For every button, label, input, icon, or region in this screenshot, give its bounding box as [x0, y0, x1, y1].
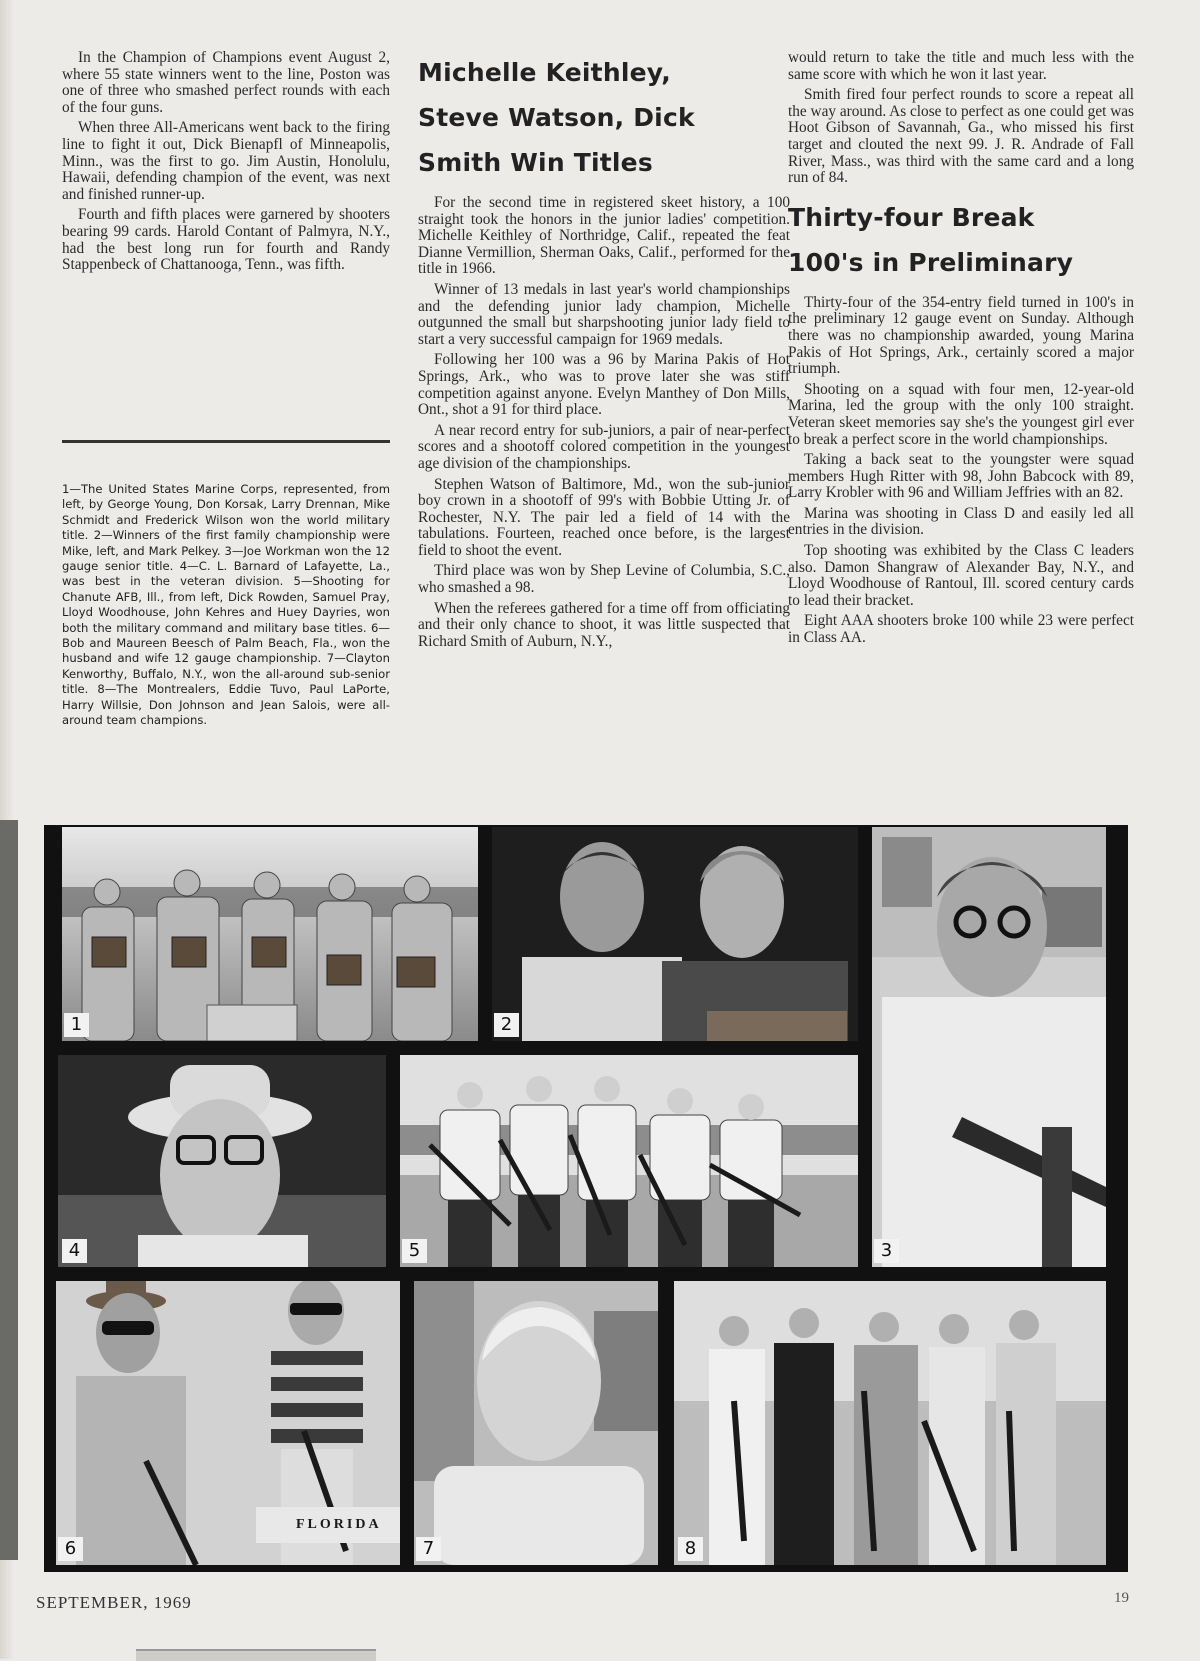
photo-number: 2: [494, 1013, 519, 1037]
paragraph: In the Champion of Champions event August 2, where 55 state winners went to the line, Poston was one of three who smashed perfect rounds with each of the four guns.: [62, 49, 390, 116]
paragraph: Eight AAA shooters broke 100 while 23 were perfect in Class AA.: [788, 612, 1134, 647]
article-column-2: [418, 50, 790, 654]
paragraph: Third place was won by Shep Levine of Columbia, S.C., who smashed a 98.: [418, 562, 790, 597]
headline-line: 100's in Preliminary: [788, 247, 1074, 277]
photo-caption: 1—The United States Marine Corps, represented, from left, by George Young, Don Korsak, Larry Drennan, Mike Schmidt and Frederick Wilson won the world military title. 2—Winners of the first family championship were Mike, left, and Mark Pelkey. 3—Joe Workman won the 12 gauge senior title. 4—C. L. Barnard of Lafayette, La., was best in the veteran division. 5—Shooting for Chanute AFB, Ill., from left, Dick Rowden, Samuel Pray, Lloyd Woodhouse, John Kehres and Huey Dayries, won both the military command and military base titles. 6—Bob and Maureen Beesch of Palm Beach, Fla., won the husband and wife 12 gauge championship. 7—Clayton Kenworthy, Buffalo, N.Y., won the all-around sub-senior title. 8—The Montrealers, Eddie Tuvo, Paul LaPorte, Harry Willsie, Don Johnson and Jean Salois, were all-around team champions.: [62, 482, 390, 728]
photo-number: 6: [58, 1537, 83, 1561]
article-column-3: [788, 50, 1134, 651]
photo-number: 7: [416, 1537, 441, 1561]
florida-sign: FLORIDA: [296, 1517, 382, 1532]
headline-line: Thirty-four Break: [788, 202, 1035, 232]
page-number: 19: [1114, 1590, 1129, 1606]
headline-line: Smith Win Titles: [418, 148, 653, 177]
paragraph: Following her 100 was a 96 by Marina Pakis of Hot Springs, Ark., who was to prove later she was stiff competition against anyone. Evelyn Manthey of Don Mills, Ont., shot a 91 for third place.: [418, 351, 790, 419]
photo-5-chanute-afb-team: [400, 1055, 858, 1267]
photo-number: 5: [402, 1239, 427, 1263]
headline-line: Steve Watson, Dick: [418, 103, 695, 132]
paragraph: Marina was shooting in Class D and easily led all entries in the division.: [788, 504, 1134, 539]
caption-divider: [62, 440, 390, 443]
headline-line: Michelle Keithley,: [418, 58, 672, 87]
paragraph: When three All-Americans went back to the firing line to fight it out, Dick Bienapfl of Minneapolis, Minn., was the first to go. Jim Austin, Honolulu, Hawaii, defending champion of the event, was next and finished runner-up.: [62, 119, 390, 203]
paragraph: Fourth and fifth places were garnered by shooters bearing 99 cards. Harold Contant of Palmyra, N.Y., had the best long run for fourth and Randy Stappenbeck of Chattanooga, Tenn., was fifth.: [62, 206, 390, 274]
photo-number: 8: [678, 1537, 703, 1561]
headline-preliminary: [788, 195, 1134, 285]
paragraph: Smith fired four perfect rounds to score a repeat all the way around. As close to perfect as one could get was Hoot Gibson of Savannah, Ga., who missed his first target and clouted the next 99. J. R. Andrade of Fall River, Mass., was third with the same card and a long run of 84.: [788, 86, 1134, 187]
photo-3-joe-workman: [872, 827, 1106, 1267]
headline-titles: [418, 50, 790, 185]
photo-number: 4: [62, 1239, 87, 1263]
photo-7-clayton-kenworthy: [414, 1281, 658, 1565]
bottom-tab-edge: [136, 1649, 376, 1661]
photo-8-montreal-team: [674, 1281, 1106, 1565]
photo-2-pelkey-brothers: [492, 827, 858, 1041]
paragraph: Stephen Watson of Baltimore, Md., won the sub-junior boy crown in a shootoff of 99's with Bobbie Utting Jr. of Rochester, N.Y. The pair led a field of 14 with the tabulations. Fourteen, reached once before, is the largest field to shoot the event.: [418, 475, 790, 559]
paragraph: would return to take the title and much less with the same score with which he won it last year.: [788, 49, 1134, 83]
photo-4-cl-barnard: [58, 1055, 386, 1267]
paragraph: Thirty-four of the 354-entry field turned in 100's in the preliminary 12 gauge event on Sunday. Although there was no championship awarded, young Marina Pakis of Hot Springs, Ark., certainly scored a major triumph.: [788, 293, 1134, 378]
paragraph: For the second time in registered skeet history, a 100 straight took the honors in the junior ladies' competition. Michelle Keithley of Northridge, Calif., repeated the feat Dianne Vermillion, Sherman Oaks, Calif., performed for the title in 1966.: [418, 194, 790, 278]
paragraph: A near record entry for sub-juniors, a pair of near-perfect scores and a shootoff colored competition in the youngest age division of the championships.: [418, 421, 790, 472]
photo-number: 3: [874, 1239, 899, 1263]
binding-edge-shadow: [0, 820, 18, 1560]
issue-date: SEPTEMBER, 1969: [36, 1593, 192, 1612]
paragraph: When the referees gathered for a time off from officiating and their only chance to shoot, it was little suspected that Richard Smith of Auburn, N.Y.,: [418, 599, 790, 650]
paragraph: Top shooting was exhibited by the Class C leaders also. Damon Shangraw of Alexander Bay, N.Y., and Lloyd Woodhouse of Rantoul, Ill. scored century cards to lead their bracket.: [788, 542, 1134, 609]
photo-6-beesch-couple: [56, 1281, 400, 1565]
photo-1-marine-team: [62, 827, 478, 1041]
photo-number: 1: [64, 1013, 89, 1037]
paragraph: Shooting on a squad with four men, 12-year-old Marina, led the group with the only 100 straight. Veteran skeet memories say she's the youngest girl ever to break a perfect score in the world championships.: [788, 380, 1134, 448]
paragraph: Winner of 13 medals in last year's world championships and the defending junior lady champion, Michelle outgunned the small but sharpshooting junior lady field to start a very successful campaign for 1969 medals.: [418, 280, 790, 348]
article-column-1: [62, 50, 390, 278]
paragraph: Taking a back seat to the youngster were squad members Hugh Ritter with 98, John Babcock with 89, Larry Krobler with 96 and William Jeffries with an 82.: [788, 451, 1134, 502]
photo-collage: [44, 825, 1128, 1572]
